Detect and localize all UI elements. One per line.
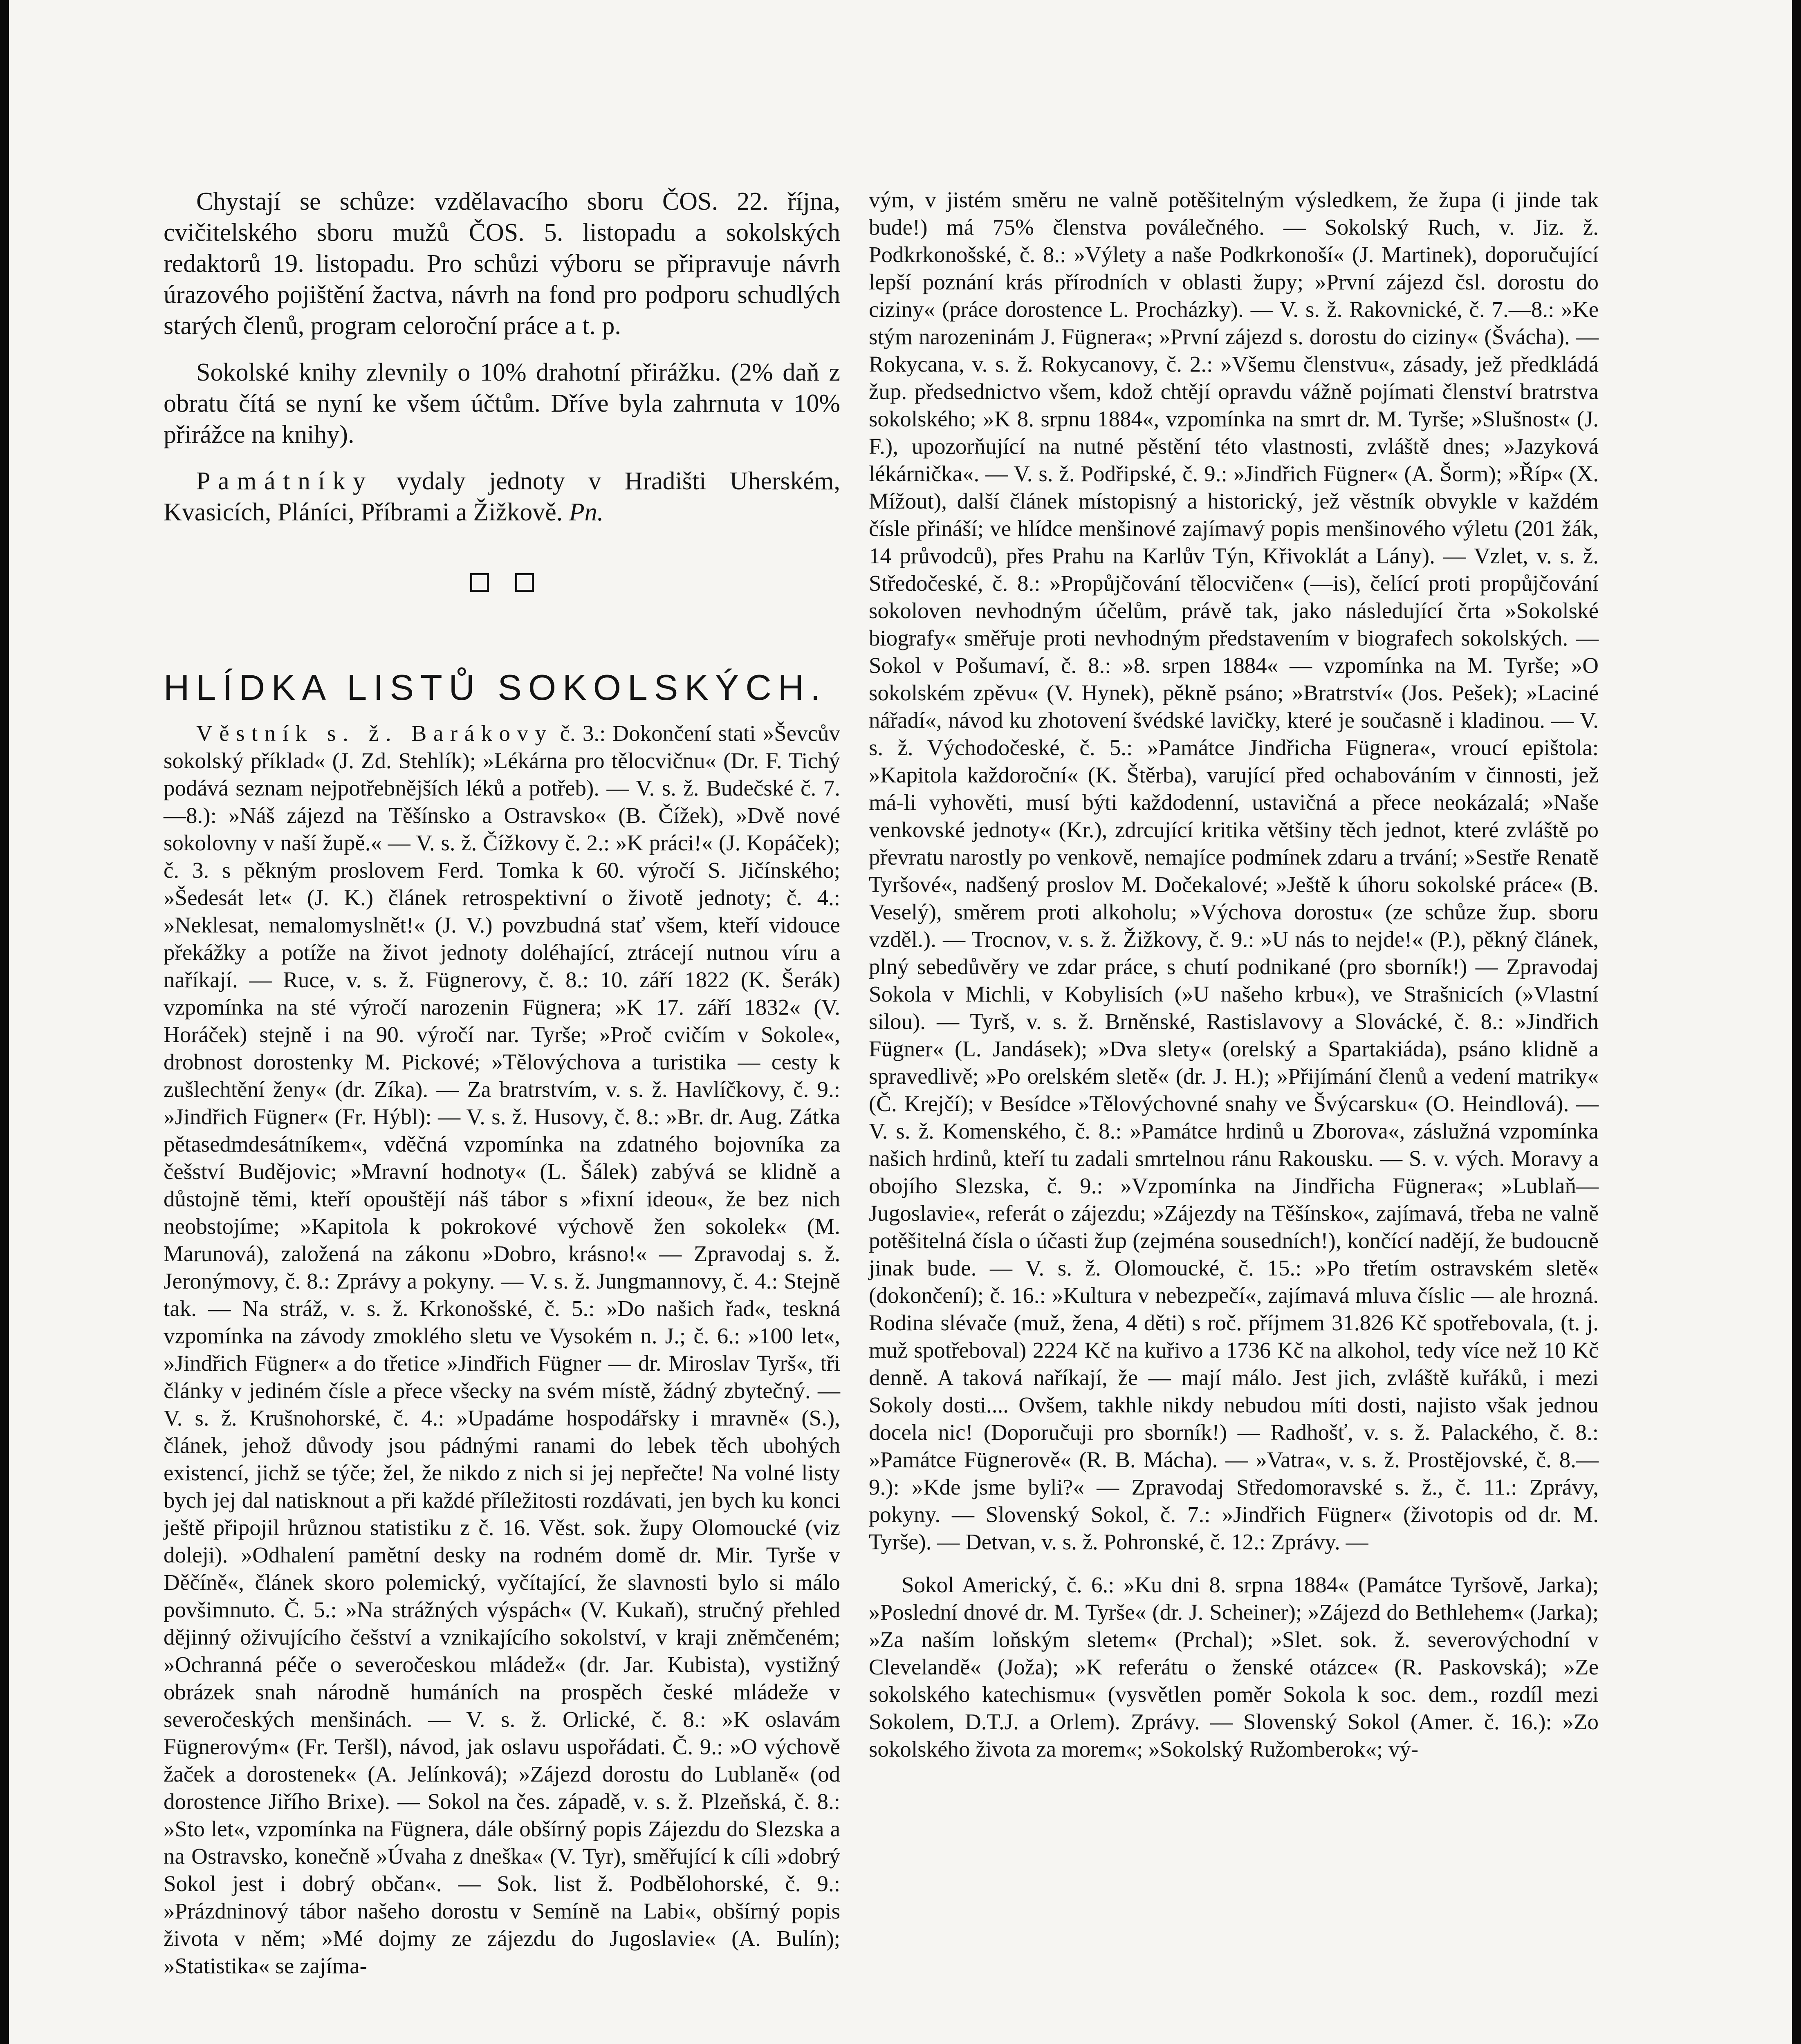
left-column	[164, 186, 840, 1979]
review-lead: Věstník s. ž. Barákovy	[196, 721, 553, 746]
memorials-text: vydaly jednoty v Hradišti Uherském, Kvasicích, Pláníci, Příbrami a Žižkově.	[164, 467, 840, 526]
scan-border-right	[1792, 0, 1801, 2044]
review-text-left: č. 3.: Dokončení stati »Ševcův sokolský příklad« (J. Zd. Stehlík); »Lékárna pro tělocvičnu« (Dr. F. Tichý podává seznam nejpotřebnějších léků a potřeb). — V. s. ž. Budečské č. 7.—8.): »Náš zájezd na Těšínsko a Ostravsko« (B. Čížek), »Dvě nové sokolovny v naší župě.« — V. s. ž. Čížkovy č. 2.: »K práci!« (J. Kopáček); č. 3. s pěkným proslovem Ferd. Tomka k 60. výročí S. Jičínského; »Šedesát let« (J. K.) článek retrospektivní o životě jednoty; č. 4.: »Neklesat, nemalomyslnět!« (J. V.) povzbudná stať všem, kteří vidouce překážky a potíže na život jednoty doléhající, ztrácejí nutnou víru a naříkají. — Ruce, v. s. ž. Fügnerovy, č. 8.: 10. září 1822 (K. Šerák) vzpomínka na sté výročí narozenin Fügnera; »K 17. září 1832« (V. Horáček) stejně i na 90. výročí nar. Tyrše; »Proč cvičím v Sokole«, drobnost dorostenky M. Pickové; »Tělovýchova a turistika — cesty k zušlechtění ženy« (dr. Zíka). — Za bratrstvím, v. s. ž. Havlíčkovy, č. 9.: »Jindřich Fügner« (Fr. Hýbl): — V. s. ž. Husovy, č. 8.: »Br. dr. Aug. Zátka pětasedmdesátníkem«, vděčná vzpomínka na zdatného bojovníka za češství Budějovic; »Mravní hodnoty« (L. Šálek) zabývá se klidně a důstojně těmi, kteří opouštějí náš tábor s »fixní ideou«, že bez nich neobstojíme; »Kapitola k pokrokové výchově žen sokolek« (M. Marunová), založená na zákonu »Dobro, krásno!« — Zpravodaj s. ž. Jeronýmovy, č. 8.: Zprávy a pokyny. — V. s. ž. Jungmannovy, č. 4.: Stejně tak. — Na stráž, v. s. ž. Krkonošské, č. 5.: »Do našich řad«, teskná vzpomínka na závody zmoklého sletu ve Vysokém n. J.; č. 6.: »100 let«, »Jindřich Fügner« a do třetice »Jindřich Fügner — dr. Miroslav Tyrš«, tři články v jediném čísle a přece všecky na svém místě, žádný zbytečný. — V. s. ž. Krušnohorské, č. 4.: »Upadáme hospodářsky i mravně« (S.), článek, jehož důvody jsou pádnými ranami do lebek těch ubohých existencí, jichž se týče; žel, že nikdo z nich si jej nepřečte! Na volné listy bych jej dal natisknout a při každé příležitosti rozdávati, jen bych ku konci ještě připojil hrůznou statistiku z č. 16. Věst. sok. župy Olomoucké (viz doleji). »Odhalení pamětní desky na rodném domě dr. Mir. Tyrše v Děčíně«, článek skoro polemický, vyčítající, že slavnosti bylo si málo povšimnuto. Č. 5.: »Na strážných výspách« (V. Kukaň), stručný přehled dějinný oživujícího češství a vznikajícího sokolství, v kraji zněmčeném; »Ochranná péče o severočeskou mládež« (dr. Jar. Kubista), vystižný obrázek snah národně humáních na prospěch české mládeže v severočeských menšinách. — V. s. ž. Orlické, č. 8.: »K oslavám Fügnerovým« (Fr. Teršl), návod, jak oslavu uspořádati. Č. 9.: »O výchově žaček a dorostenek« (A. Jelínková); »Zájezd dorostu do Lublaně« (od dorostence Jiřího Brixe). — Sokol na čes. západě, v. s. ž. Plzeňská, č. 8.: »Sto let«, vzpomínka na Fügnera, dále obšírný popis Zájezdu do Slezska a na Ostravsko, konečně »Úvaha z dneška« (V. Tyr), směřující k cíli »dobrý Sokol jest i dobrý občan«. — Sok. list ž. Podbělohorské, č. 9.: »Prázdninový tábor našeho dorostu v Semíně na Labi«, obšírný popis života v něm; »Mé dojmy ze zájezdu do Jugoslavie« (A. Bulín); »Statistika« se zajíma-	[164, 721, 840, 1978]
square-ornament-icon	[515, 573, 534, 592]
memorials-lead: Památníky	[196, 467, 373, 495]
signature: Pn.	[569, 498, 604, 526]
intro-paragraph-books: Sokolské knihy zlevnily o 10% drahotní přirážku. (2% daň z obratu čítá se nyní ke všem účtům. Dříve byla zahrnuta v 10% přirážce na knihy).	[164, 359, 840, 448]
intro-paragraph-memorials	[164, 466, 840, 528]
review-body-right: vým, v jistém směru ne valně potěšitelným výsledkem, že župa (i jinde tak bude!) má 75% členstva poválečného. — Sokolský Ruch, v. Jiz. ž. Podkrkonošské, č. 8.: »Výlety a naše Podkrkonoší« (J. Martinek), doporučující lepší poznání krás přírodních v oblasti župy; »První zájezd čsl. dorostu do ciziny« (práce dorostence L. Procházky). — V. s. ž. Rakovnické, č. 7.—8.: »Ke stým narozeninám J. Fügnera«; »První zájezd s. dorostu do ciziny« (Švácha). — Rokycana, v. s. ž. Rokycanovy, č. 2.: »Všemu členstvu«, zásady, jež předkládá žup. předsednictvo všem, kdož chtějí opravdu vážně pojímati členství bratrstva sokolského; »K 8. srpnu 1884«, vzpomínka na smrt dr. M. Tyrše; »Slušnost« (J. F.), upozorňující na nutné pěstění této vlastnosti, zvláště dnes; »Jazyková lékárnička«. — V. s. ž. Podřipské, č. 9.: »Jindřich Fügner« (A. Šorm); »Říp« (X. Mížout), další článek místopisný a historický, jež věstník obvykle v každém čísle přináší; ve hlídce menšinové zajímavý popis menšinového výletu (201 žák, 14 průvodců), přes Prahu na Karlův Týn, Křivoklát a Lány). — Vzlet, v. s. ž. Středočeské, č. 8.: »Propůjčování tělocvičen« (—is), čelící proti propůjčování sokoloven nevhodným účelům, právě tak, jako následující črta »Sokolské biografy« směřuje proti nevhodným představením v biografech sokolských. — Sokol v Pošumaví, č. 8.: »8. srpen 1884« — vzpomínka na M. Tyrše; »O sokolském zpěvu« (V. Hynek), pěkně psáno; »Bratrství« (Jos. Pešek); »Laciné nářadí«, návod ku zhotovení švédské lavičky, které je současně i kladinou. — V. s. ž. Východočeské, č. 5.: »Památce Jindřicha Fügnera«, vroucí epištola: »Kapitola každoroční« (K. Štěrba), varující před ochabováním v činnosti, jež má-li vyhověti, musí býti každodenní, ustavičná a přece neokázalá; »Naše venkovské jednoty« (Kr.), zdrcující kritika většiny těch jednot, které zvláště po převratu narostly po venkově, nemajíce podmínek zdaru a trvání; »Sestře Renatě Tyršové«, nadšený proslov M. Dočekalové; »Ještě k úhoru sokolské práce« (B. Veselý), směrem proti alkoholu; »Výchova dorostu« (ze schůze žup. sboru vzděl.). — Trocnov, v. s. ž. Žižkovy, č. 9.: »U nás to nejde!« (P.), pěkný článek, plný sebedůvěry ve zdar práce, s chutí podnikané (pro sborník!) — Zpravodaj Sokola v Michli, v Kobylisích (»U našeho krbu«), ve Strašnicích (»Vlastní silou). — Tyrš, v. s. ž. Brněnské, Rastislavovy a Slovácké, č. 8.: »Jindřich Fügner« (L. Jandásek); »Dva slety« (orelský a Spartakiáda), psáno klidně a spravedlivě; »Po orelském sletě« (dr. J. H.); »Přijímání členů a vedení matriky« (Č. Krejčí); v Besídce »Tělovýchovné snahy ve Švýcarsku« (O. Heindlová). — V. s. ž. Komenského, č. 8.: »Památce hrdinů u Zborova«, záslužná vzpomínka našich hrdinů, kteří tu zadali smrtelnou ránu Rakousku. — S. v. vých. Moravy a obojího Slezska, č. 9.: »Vzpomínka na Jindřicha Fügnera«; »Lublaň—Jugoslavie«, referát o zájezdu; »Zájezdy na Těšínsko«, zajímavá, třeba ne valně potěšitelná čísla o účasti žup (zejména sousedních!), končící nadějí, že budoucně jinak bude. — V. s. ž. Olomoucké, č. 15.: »Po třetím ostravském sletě« (dokončení); č. 16.: »Kultura v nebezpečí«, zajímavá mluva číslic — ale hrozná. Rodina slévače (muž, žena, 4 děti) s roč. příjmem 31.826 Kč spotřebovala, (t. j. muž spotřeboval) 2224 Kč na kuřivo a 1736 Kč na alkohol, tedy více než 10 Kč denně. A taková naříkají, že — mají málo. Jest jich, zvláště kuřáků, i mezi Sokoly dosti.... Ovšem, takhle nikdy nebudou míti dosti, najisto však jednou docela nic! (Doporučuji pro sborník!) — Radhošť, v. s. ž. Palackého, č. 8.: »Památce Fügnerově« (R. B. Mácha). — »Vatra«, v. s. ž. Prostějovské, č. 8.—9.): »Kde jsme byli?« — Zpravodaj Středomoravské s. ž., č. 11.: Zprávy, pokyny. — Slovenský Sokol, č. 7.: »Jindřich Fügner« (životopis od dr. M. Tyrše). — Detvan, v. s. ž. Pohronské, č. 12.: Zprávy. —	[869, 187, 1599, 1554]
intro-paragraph-meetings: Chystají se schůze: vzdělavacího sboru ČOS. 22. října, cvičitelského sboru mužů ČOS. 5. listopadu a sokolských redaktorů 19. listopadu. Pro schůzi výboru se připravuje návrh úrazového pojištění žactva, návrh na fond pro podporu schudlých starých členů, program celoroční práce a t. p.	[164, 188, 840, 340]
scan-border-left	[0, 0, 9, 2044]
review-american-paragraph: Sokol Americký, č. 6.: »Ku dni 8. srpna 1884« (Památce Tyršově, Jarka); »Poslední dnové dr. M. Tyrše« (dr. J. Scheiner); »Zájezd do Bethlehem« (Jarka); »Za naším loňským sletem« (Prchal); »Slet. sok. ž. severovýchodní v Clevelandě« (Joža); »K referátu o ženské otázce« (R. Paskovská); »Ze sokolského katechismu« (vysvětlen poměr Sokola k soc. dem., rozdíl mezi Sokolem, D.T.J. a Orlem). Zprávy. — Slovenský Sokol (Amer. č. 16.): »Zo sokolského života za morem«; »Sokolský Ružomberok«; vý-	[869, 1572, 1599, 1762]
intro-block	[164, 186, 840, 528]
review-body-left	[164, 719, 840, 1979]
section-title: HLÍDKA LISTŮ SOKOLSKÝCH.	[164, 667, 827, 708]
square-ornament-icon	[470, 573, 489, 592]
right-column	[869, 186, 1599, 1763]
section-separator	[164, 528, 840, 635]
